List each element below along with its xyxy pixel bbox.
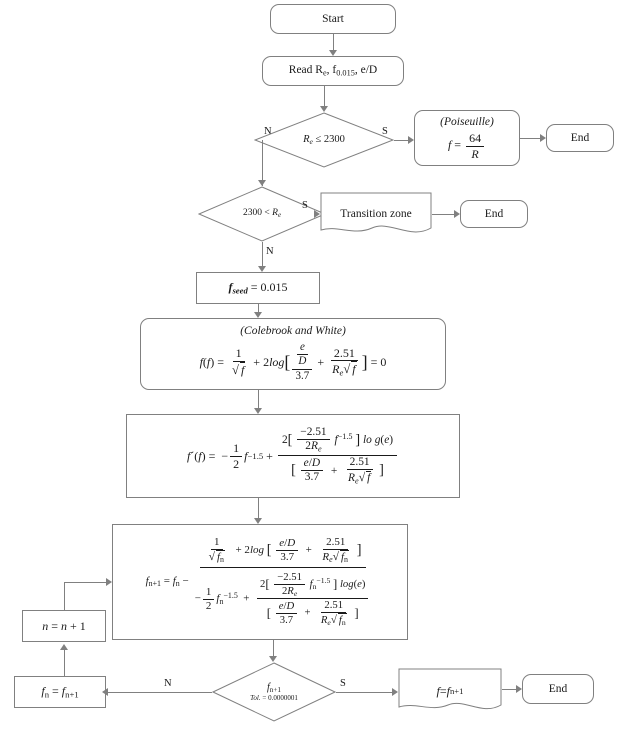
- edge-result-to-end3: [502, 689, 516, 690]
- node-transition-zone: [320, 192, 432, 236]
- arrowhead-down: [258, 266, 266, 272]
- node-transition-zone-label: Transition zone: [340, 208, 412, 220]
- edge-decision2-no: [262, 242, 263, 266]
- colebrook-note: (Colebrook and White): [240, 325, 346, 338]
- decision-transition-zone-label: $2300 < R_e$: [243, 208, 281, 220]
- node-assign-fn-label: $f_n = f_{n+1}$: [41, 683, 79, 700]
- edge-colebrook-to-derivative: [258, 390, 259, 408]
- node-result: [398, 668, 502, 714]
- edge-assign-to-increment: [64, 650, 65, 676]
- node-fseed-label: $f_{seed} = 0.015$: [228, 279, 288, 296]
- edge-decision3-yes: [336, 692, 392, 693]
- edge-newton-to-decision3: [273, 640, 274, 656]
- node-read-inputs-label: Read $R_e$, $f_{0.015}$, e/D: [288, 64, 378, 78]
- arrowhead-right: [516, 685, 522, 693]
- arrowhead-down: [254, 518, 262, 524]
- arrowhead-up: [60, 644, 68, 650]
- edge-decision3-no: [108, 692, 212, 693]
- edge-label-decision1-no: N: [264, 126, 272, 137]
- decision-reynolds-2300-label: $R_e \le 2300$: [303, 133, 345, 146]
- derivative-equation: f ´( f ) = − $\frac{1}{2}$ f −1.5 + 2[ $\frac{-2.51}{2R_e}$ $f^{-1.5}$ ] lo g(e) [ $\frac{e/D}{3.7}$ + $\frac{2.51}{R_e√ f}$ ]: [187, 426, 399, 487]
- edge-label-decision3-yes: S: [340, 678, 346, 689]
- edge-start-to-read: [333, 34, 334, 50]
- arrowhead-down: [258, 180, 266, 186]
- node-derivative: [126, 414, 460, 498]
- edge-poiseuille-to-end1: [520, 138, 540, 139]
- decision-tolerance: [212, 662, 336, 722]
- node-newton-iteration: [112, 524, 408, 640]
- arrowhead-down: [254, 408, 262, 414]
- node-end-3-label: End: [548, 682, 568, 695]
- node-increment-n-label: n = n + 1: [42, 618, 86, 633]
- arrowhead-down: [320, 106, 328, 112]
- arrowhead-down: [329, 50, 337, 56]
- edge-fseed-to-colebrook: [258, 304, 259, 312]
- node-poiseuille: [414, 110, 520, 166]
- decision-tolerance-label: $f_{n+1}$ Tol. = 0.0000001: [250, 681, 298, 703]
- edge-label-decision2-yes: S: [302, 200, 308, 211]
- edge-read-to-decision1: [324, 86, 325, 106]
- edge-increment-to-newton: [64, 582, 106, 583]
- edge-label-decision2-no: N: [266, 246, 274, 257]
- colebrook-equation: f ( f ) = $\frac{1}{√ f}$ + 2 log [ $\frac{\frac{e}{D}}{3.7}$ + $\frac{2.51}{R_e√ f}$ ] = 0: [199, 341, 387, 382]
- arrowhead-right: [454, 210, 460, 218]
- node-end-1: [546, 124, 614, 152]
- edge-label-decision3-no: N: [164, 678, 172, 689]
- node-end-2: [460, 200, 528, 228]
- edge-derivative-to-newton: [258, 498, 259, 518]
- node-colebrook-white: [140, 318, 446, 390]
- edge-increment-up: [64, 582, 65, 610]
- node-fseed: [196, 272, 320, 304]
- node-assign-fn: [14, 676, 106, 708]
- arrowhead-right: [106, 578, 112, 586]
- newton-equation: $f_{n+1} = f_n$ − $\frac{1}{√ f_n}$ + 2log [ $\frac{e/D}{3.7}$ + $\frac{2.51}{R_e√ f_n}$ ] − $\frac{1}{2}$ $f_n^{-1.5}$ + 2[ $\frac{-2.51}{2R_e}$ $f_n^{-1.5}$ ] log(e) [ $\frac{e/D}{3.7}$ + $\frac{2.51}{R_e√ f_n}$ ]: [146, 536, 375, 627]
- arrowhead-down: [254, 312, 262, 318]
- node-increment-n: [22, 610, 106, 642]
- arrowhead-right: [408, 136, 414, 144]
- poiseuille-note: (Poiseuille): [440, 115, 494, 128]
- node-result-label: f = f n+1: [436, 683, 464, 698]
- decision-reynolds-2300: [254, 112, 394, 168]
- node-start-label: Start: [322, 12, 344, 25]
- edge-label-decision1-yes: S: [382, 126, 388, 137]
- edge-decision1-yes: [394, 140, 408, 141]
- node-end-1-label: End: [570, 131, 590, 144]
- decision-transition-zone: [198, 186, 326, 242]
- node-end-3: [522, 674, 594, 704]
- edge-transition-to-end2: [432, 214, 454, 215]
- node-read-inputs: [262, 56, 404, 86]
- poiseuille-equation: f = $\frac{64}{R}$: [448, 131, 486, 161]
- node-end-2-label: End: [484, 207, 504, 220]
- arrowhead-right: [392, 688, 398, 696]
- arrowhead-right: [540, 134, 546, 142]
- arrowhead-down: [269, 656, 277, 662]
- arrowhead-right: [314, 210, 320, 218]
- node-start: [270, 4, 396, 34]
- arrowhead-left: [102, 688, 108, 696]
